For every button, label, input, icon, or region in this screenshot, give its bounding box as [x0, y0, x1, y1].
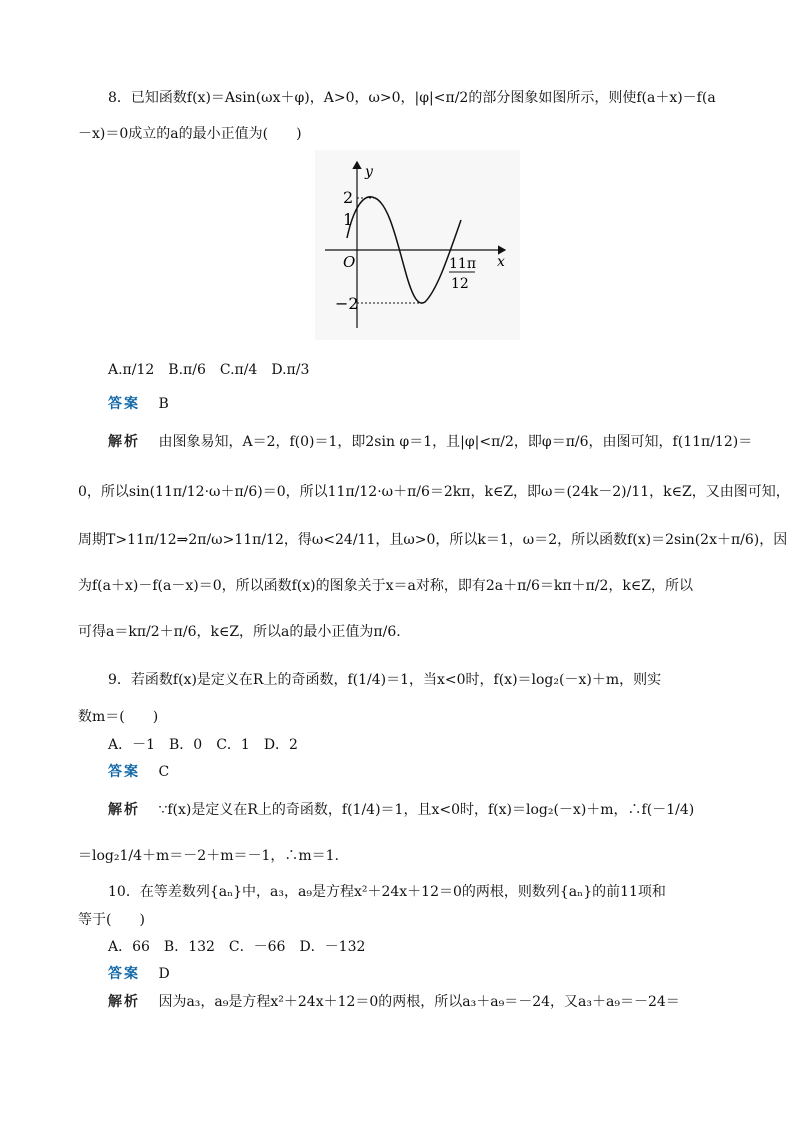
q9-stem-line-1: 9．若函数f(x)是定义在R上的奇函数，f(1/4)＝1，当x<0时，f(x)＝log₂(－x)＋m，则实: [108, 672, 662, 688]
q8-analysis-line-4: 为f(a＋x)－f(a－x)＝0，所以函数f(x)的图象关于x＝a对称，即有2a＋π/6＝kπ＋π/2，k∈Z，所以: [78, 578, 694, 594]
q8-analysis-line-5: 可得a＝kπ/2＋π/6，k∈Z，所以a的最小正值为π/6.: [78, 624, 401, 640]
origin-label: O: [343, 253, 356, 271]
q8-sine-graph: [315, 150, 520, 340]
x-axis-label: x: [497, 254, 505, 270]
q10-analysis-row: [108, 992, 758, 1012]
sine-graph-svg: [315, 150, 520, 340]
q9-analysis-line-2: ＝log₂1/4＋m＝－2＋m＝－1，∴m＝1.: [78, 848, 340, 864]
y-axis-label: y: [365, 164, 373, 180]
answer-label: 答案: [108, 764, 140, 780]
analysis-label: 解析: [108, 994, 140, 1010]
q10-options: A．66 B．132 C．－66 D．－132: [108, 939, 366, 955]
q8-options: A.π/12 B.π/6 C.π/4 D.π/3: [108, 362, 310, 378]
q9-options: A．－1 B．0 C．1 D．2: [108, 737, 298, 753]
q8-answer-row: [108, 394, 758, 414]
q10-stem-line-2: 等于( ): [78, 912, 145, 928]
q8-analysis-line-1: 由图象易知，A＝2，f(0)＝1，即2sin φ＝1，且|φ|<π/2，即φ＝π/6，由图可知，f(11π/12)＝: [158, 434, 753, 450]
q9-stem-line-2: 数m＝( ): [78, 709, 159, 725]
y-tick-2: 2: [343, 188, 354, 207]
q10-answer-row: [108, 964, 758, 984]
q9-analysis-row: [108, 800, 758, 820]
q8-stem-line-2: －x)＝0成立的a的最小正值为( ): [78, 126, 302, 142]
y-tick-neg2: −2: [335, 294, 359, 313]
q10-answer: D: [158, 966, 170, 982]
q10-stem-line-1: 10．在等差数列{aₙ}中，a₃，a₉是方程x²＋24x＋12＝0的两根，则数列{aₙ}的前11项和: [108, 884, 666, 900]
q8-stem-line-1: 8．已知函数f(x)＝Asin(ωx＋φ)，A>0，ω>0，|φ|<π/2的部分图象如图所示，则使f(a＋x)－f(a: [108, 90, 716, 106]
q8-answer: B: [158, 396, 169, 412]
q8-analysis-row: [108, 432, 758, 452]
analysis-label: 解析: [108, 802, 140, 818]
x-tick-numerator: 11π: [449, 256, 477, 272]
answer-label: 答案: [108, 966, 140, 982]
analysis-label: 解析: [108, 434, 140, 450]
q9-answer-row: [108, 762, 758, 782]
q9-answer: C: [158, 764, 170, 780]
q8-analysis-line-3: 周期T>11π/12⇒2π/ω>11π/12，得ω<24/11，且ω>0，所以k＝1，ω＝2，所以函数f(x)＝2sin(2x＋π/6)，因: [78, 532, 788, 548]
q10-analysis-line-1: 因为a₃，a₉是方程x²＋24x＋12＝0的两根，所以a₃＋a₉＝－24，又a₃＋a₉＝－24＝: [158, 994, 680, 1010]
q9-analysis-line-1: ∵f(x)是定义在R上的奇函数，f(1/4)＝1，且x<0时，f(x)＝log₂(－x)＋m，∴f(－1/4): [158, 802, 695, 818]
y-tick-1: 1: [343, 210, 354, 229]
x-tick-denominator: 12: [451, 276, 469, 292]
answer-label: 答案: [108, 396, 140, 412]
q8-analysis-line-2: 0，所以sin(11π/12·ω＋π/6)＝0，所以11π/12·ω＋π/6＝2kπ，k∈Z，即ω＝(24k－2)/11，k∈Z，又由图可知，: [78, 484, 790, 500]
